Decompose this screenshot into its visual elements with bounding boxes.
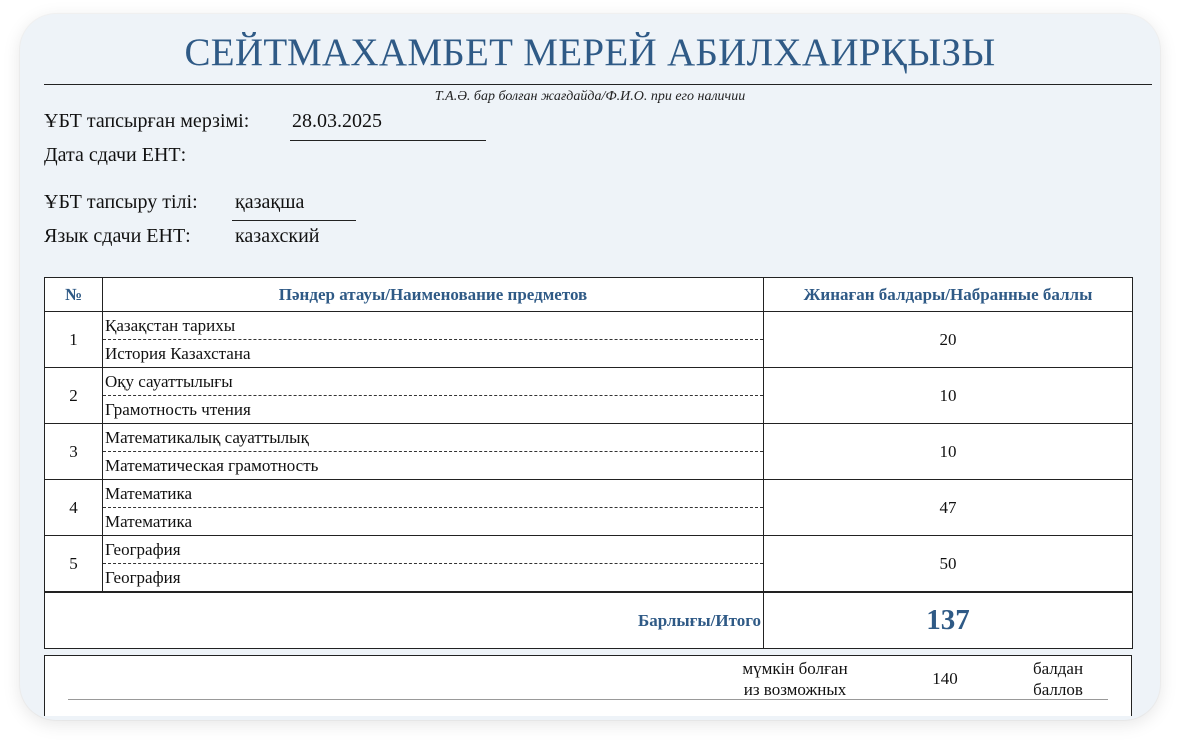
subject-cell bbox=[103, 480, 764, 536]
name-underline bbox=[44, 84, 1152, 85]
row-number: 3 bbox=[45, 424, 103, 480]
subject-name-ru: Математика bbox=[105, 512, 193, 531]
subject-score: 10 bbox=[764, 424, 1133, 480]
subject-cell bbox=[103, 424, 764, 480]
exam-language-label-kz: ҰБТ тапсыру тілі: bbox=[44, 191, 198, 213]
table-header-row bbox=[45, 278, 1133, 312]
row-number: 4 bbox=[45, 480, 103, 536]
table-row bbox=[45, 424, 1133, 480]
table-row bbox=[45, 536, 1133, 593]
possible-label-kz: мүмкін болған bbox=[742, 659, 848, 678]
from-label-ru: баллов bbox=[1033, 680, 1083, 699]
exam-date-value: 28.03.2025 bbox=[292, 110, 382, 132]
subject-name-ru: Грамотность чтения bbox=[105, 400, 251, 419]
exam-date-underline bbox=[290, 140, 486, 141]
header-score: Жинаған балдары/Набранные баллы bbox=[764, 278, 1133, 312]
subject-score: 47 bbox=[764, 480, 1133, 536]
exam-language-value-kz: қазақша bbox=[235, 191, 305, 213]
student-full-name: СЕЙТМАХАМБЕТ МЕРЕЙ АБИЛХАИРҚЫЗЫ bbox=[184, 31, 996, 74]
row-number: 5 bbox=[45, 536, 103, 593]
possible-label-ru: из возможных bbox=[743, 680, 847, 699]
total-row bbox=[45, 592, 1133, 649]
table-row bbox=[45, 368, 1133, 424]
exam-language-value-ru: казахский bbox=[235, 225, 320, 247]
exam-language-label-ru: Язык сдачи ЕНТ: bbox=[44, 225, 191, 247]
total-score: 137 bbox=[764, 592, 1133, 649]
subject-score: 50 bbox=[764, 536, 1133, 593]
subject-cell bbox=[103, 312, 764, 368]
row-number: 1 bbox=[45, 312, 103, 368]
subject-name-ru: История Казахстана bbox=[105, 344, 251, 363]
max-score-value: 140 bbox=[932, 669, 958, 688]
from-label-kz: балдан bbox=[1032, 659, 1084, 678]
total-label: Барлығы/Итого bbox=[45, 592, 764, 649]
row-number: 2 bbox=[45, 368, 103, 424]
exam-language-underline bbox=[232, 220, 356, 221]
name-caption: Т.А.Ә. бар болған жағдайда/Ф.И.О. при его наличии bbox=[434, 89, 746, 104]
subject-name-kz: Математика bbox=[103, 480, 763, 508]
subject-name-ru: География bbox=[105, 568, 181, 587]
subject-name-kz: Қазақстан тарихы bbox=[103, 312, 763, 340]
scores-table bbox=[44, 277, 1133, 649]
subject-name-kz: География bbox=[103, 536, 763, 564]
subject-name-kz: Оқу сауаттылығы bbox=[103, 368, 763, 396]
subject-name-ru: Математическая грамотность bbox=[105, 456, 319, 475]
table-row bbox=[45, 480, 1133, 536]
header-subject: Пәндер атауы/Наименование предметов bbox=[103, 278, 764, 312]
footer-bottom-rule bbox=[68, 699, 1108, 700]
exam-date-label-kz: ҰБТ тапсырған мерзімі: bbox=[44, 110, 250, 132]
subject-name-kz: Математикалық сауаттылық bbox=[103, 424, 763, 452]
table-row bbox=[45, 312, 1133, 368]
subject-score: 20 bbox=[764, 312, 1133, 368]
max-score-row bbox=[44, 655, 1132, 716]
subject-cell bbox=[103, 536, 764, 593]
header-num: № bbox=[45, 278, 103, 312]
subject-score: 10 bbox=[764, 368, 1133, 424]
subject-cell bbox=[103, 368, 764, 424]
exam-date-label-ru: Дата сдачи ЕНТ: bbox=[44, 144, 187, 166]
